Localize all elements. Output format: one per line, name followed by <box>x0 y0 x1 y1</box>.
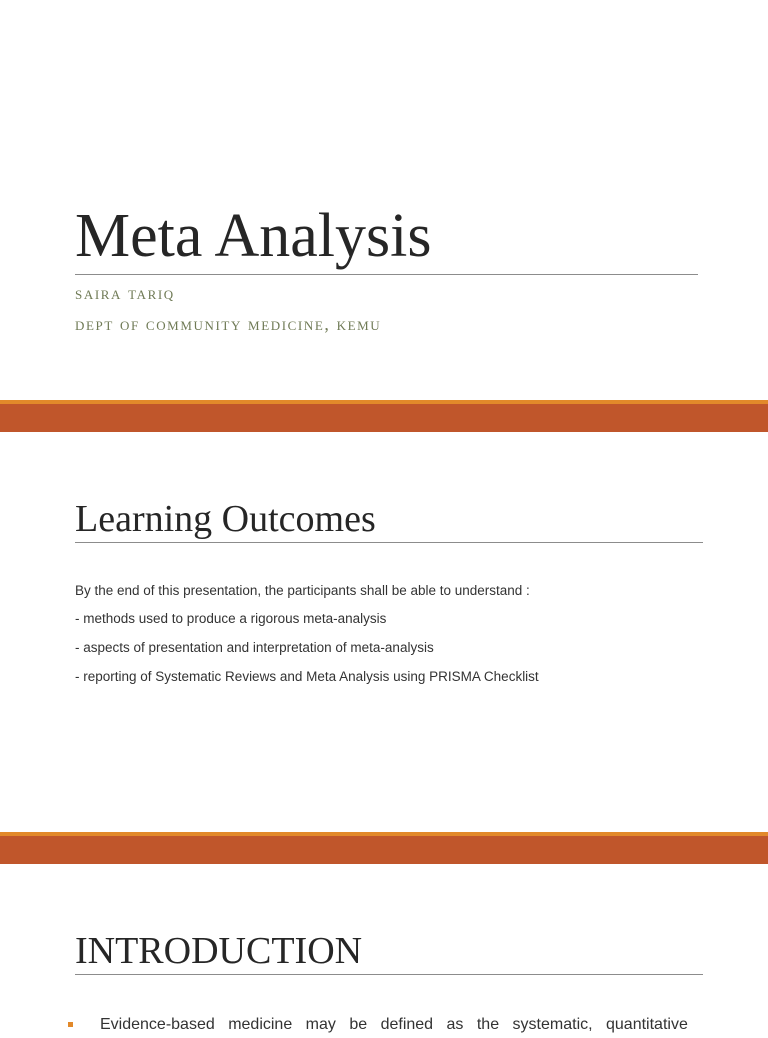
heading-rule <box>75 542 703 543</box>
title-rule <box>75 274 698 275</box>
outcome-item: - methods used to produce a rigorous meta-analysis <box>75 611 387 626</box>
square-bullet-icon <box>68 1022 73 1027</box>
bullet-item <box>68 1014 708 1038</box>
outcome-item: - reporting of Systematic Reviews and Meta Analysis using PRISMA Checklist <box>75 669 539 684</box>
slide-introduction <box>0 864 768 1033</box>
slide-learning-outcomes <box>0 432 768 832</box>
outcome-item: - aspects of presentation and interpretation of meta-analysis <box>75 640 434 655</box>
slide-title <box>0 0 768 400</box>
author-department: dept of community medicine, kemu <box>75 314 382 334</box>
slide-separator <box>0 400 768 432</box>
bullet-text: Evidence-based medicine may be defined as the systematic, quantitative <box>100 1016 688 1033</box>
author-name: saira tariq <box>75 283 175 303</box>
slide-separator <box>0 832 768 864</box>
presentation-title: Meta Analysis <box>75 202 432 270</box>
slide-heading: Learning Outcomes <box>75 498 376 540</box>
slide-heading: INTRODUCTION <box>75 930 363 972</box>
heading-rule <box>75 974 703 975</box>
intro-line: By the end of this presentation, the participants shall be able to understand : <box>75 583 530 598</box>
